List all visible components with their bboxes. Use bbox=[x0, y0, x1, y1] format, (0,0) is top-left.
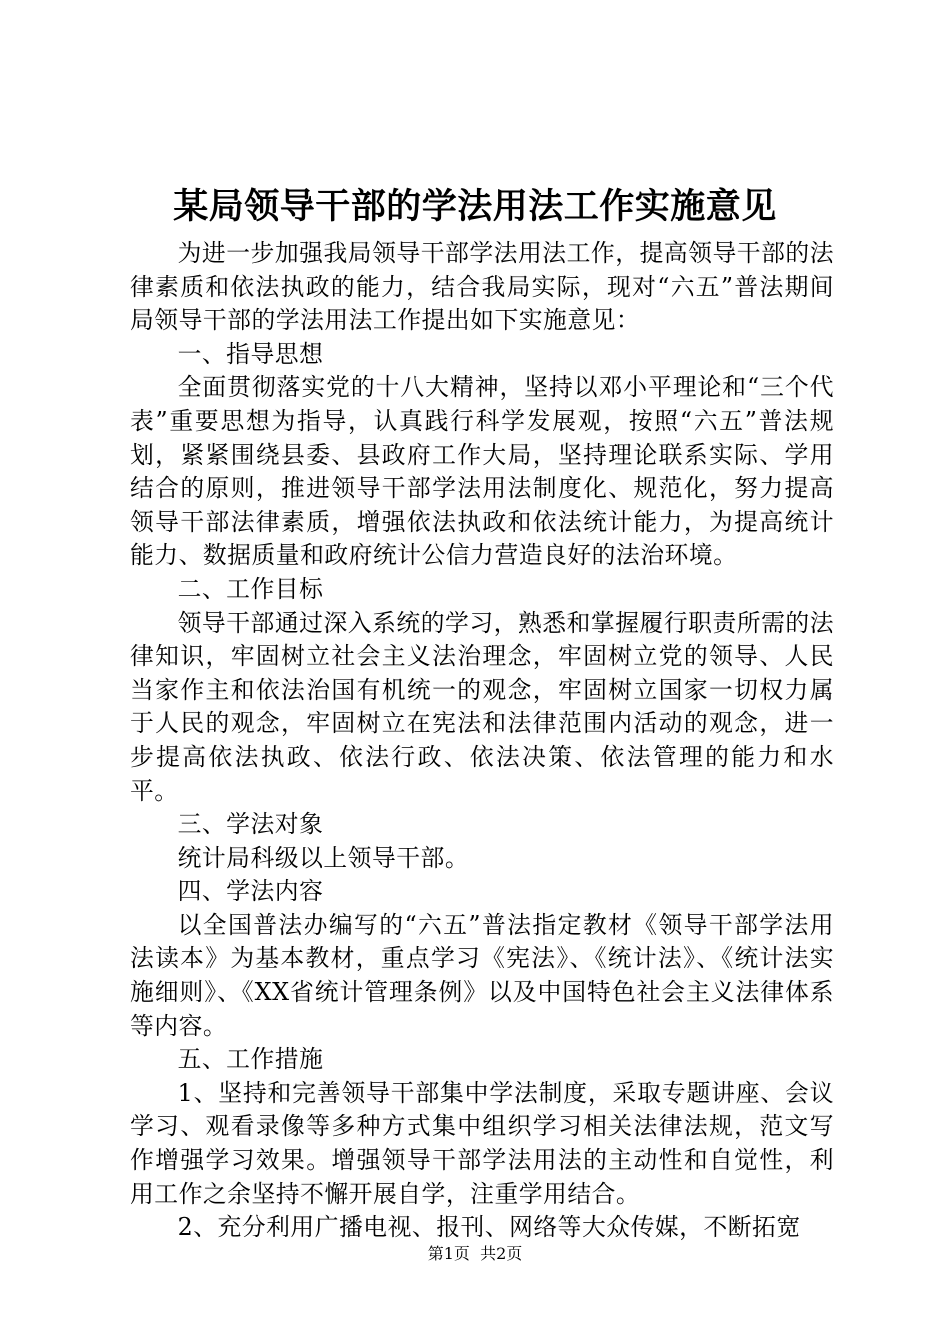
section-heading-work-measures: 五、工作措施 bbox=[177, 1045, 324, 1074]
paragraph-study-targets: 统计局科级以上领导干部。 bbox=[177, 843, 470, 872]
paragraph-measure-1: 1、坚持和完善领导干部集中学法制度，采取专题讲座、会议学习、观看录像等多种方式集中组织学习相关法律法规，范文写作增强学习效果。增强领导干部学法用法的主动性和自觉性，利用工作之余坚持不懈开展自学，注重学用结合。 bbox=[130, 1078, 834, 1208]
paragraph-guiding-ideology: 全面贯彻落实党的十八大精神，坚持以邓小平理论和“三个代表”重要思想为指导，认真践行科学发展观，按照“六五”普法规划，紧紧围绕县委、县政府工作大局，坚持理论联系实际、学用结合的原则，推进领导干部学法用法制度化、规范化，努力提高领导干部法律素质，增强依法执政和依法统计能力，为提高统计能力、数据质量和政府统计公信力营造良好的法治环境。 bbox=[130, 373, 834, 570]
paragraph-work-goals: 领导干部通过深入系统的学习，熟悉和掌握履行职责所需的法律知识，牢固树立社会主义法治理念，牢固树立党的领导、人民当家作主和依法治国有机统一的观念，牢固树立国家一切权力属于人民的观念，牢固树立在宪法和法律范围内活动的观念，进一步提高依法执政、依法行政、依法决策、依法管理的能力和水平。 bbox=[130, 608, 834, 805]
page-footer bbox=[0, 1244, 950, 1264]
page-total: 共2页 bbox=[480, 1244, 523, 1263]
section-heading-work-goals: 二、工作目标 bbox=[177, 574, 324, 603]
document-title: 某局领导干部的学法用法工作实施意见 bbox=[173, 186, 777, 227]
paragraph-study-content: 以全国普法办编写的“六五”普法指定教材《领导干部学法用法读本》为基本教材，重点学习《宪法》、《统计法》、《统计法实施细则》、《XX省统计管理条例》以及中国特色社会主义法律体系等内容。 bbox=[130, 910, 834, 1040]
intro-paragraph: 为进一步加强我局领导干部学法用法工作，提高领导干部的法律素质和依法执政的能力，结合我局实际，现对“六五”普法期间局领导干部的学法用法工作提出如下实施意见： bbox=[130, 239, 834, 335]
page-number: 第1页 bbox=[427, 1244, 470, 1263]
section-heading-study-targets: 三、学法对象 bbox=[177, 810, 324, 839]
document-body bbox=[130, 237, 834, 1245]
section-heading-guiding-ideology: 一、指导思想 bbox=[177, 339, 324, 368]
paragraph-measure-2: 2、充分利用广播电视、报刊、网络等大众传媒，不断拓宽 bbox=[177, 1213, 801, 1242]
section-heading-study-content: 四、学法内容 bbox=[177, 877, 324, 906]
